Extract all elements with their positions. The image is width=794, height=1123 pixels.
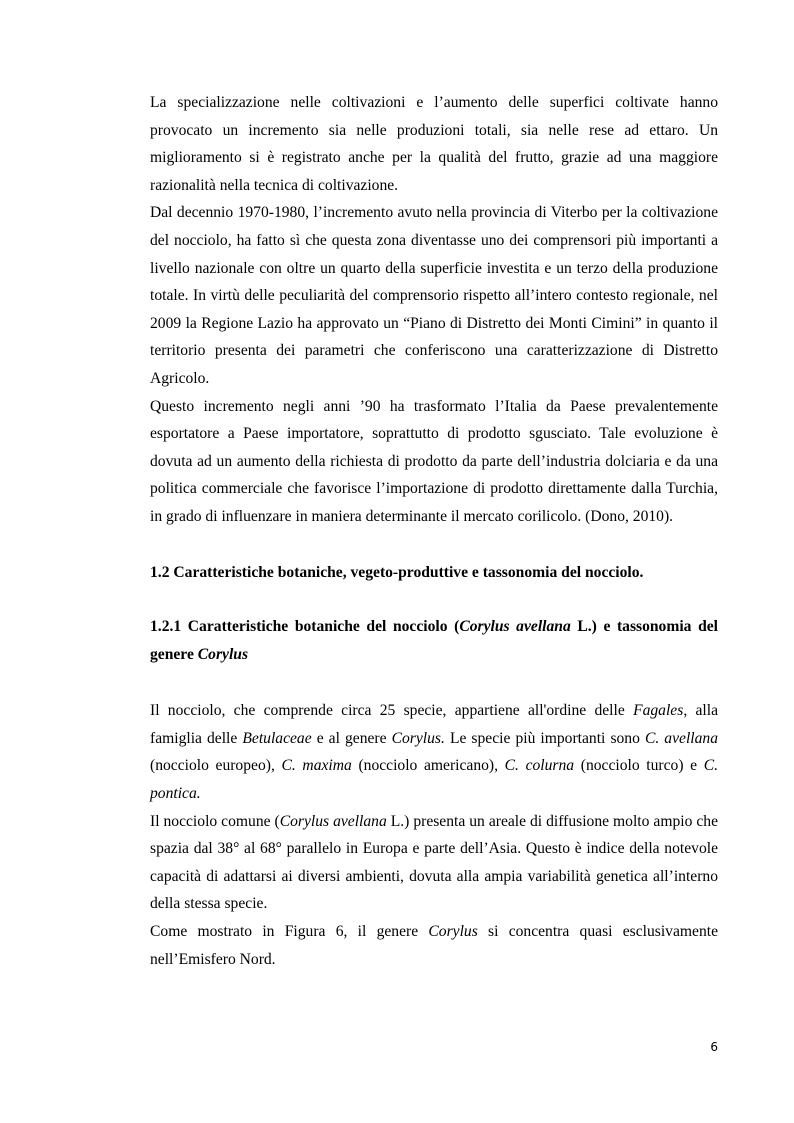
text-run: Il nocciolo, che comprende circa 25 specie, appartiene all'ordine delle xyxy=(150,702,634,720)
italic-run: Betulaceae xyxy=(242,729,312,747)
text-run: e al genere xyxy=(311,729,392,747)
text-run: Il nocciolo comune ( xyxy=(150,812,280,830)
figure-reference-paragraph xyxy=(150,918,718,973)
italic-run: C. pontica. xyxy=(150,757,719,803)
text-run: (nocciolo americano) xyxy=(351,757,495,775)
intro-paragraph-3: Questo incremento negli anni ’90 ha trasformato l’Italia da Paese prevalentemente esportatore a Paese importatore, soprattutto di prodotto sgusciato. Tale evoluzione è dovuta ad un aumento della richiesta di prodotto da parte dell’industria dolciaria e da una politica commerciale che favorisce l’importazione di prodotto direttamente dalla Turchia, in grado di influenzare in maniera determinante il mercato corilicolo. (Dono, 2010). xyxy=(150,397,718,525)
text-run: (nocciolo europeo) xyxy=(150,757,271,775)
taxonomy-paragraph xyxy=(150,697,718,807)
heading-species-name: Corylus avellana xyxy=(459,618,571,636)
text-run: si concentra quasi esclusivamente nell’Emisfero Nord. xyxy=(150,923,718,968)
text-run: Le specie più importanti sono xyxy=(444,729,645,747)
text-run: , alla famiglia delle xyxy=(150,702,718,747)
text-run: Come mostrato in Figura 6, il genere xyxy=(150,923,429,941)
italic-run: C. avellana xyxy=(644,729,718,747)
italic-run: Fagales xyxy=(633,702,684,720)
italic-run: Corylus avellana xyxy=(279,812,387,830)
heading-text-part: L.) e tassonomia del genere xyxy=(150,618,719,663)
intro-paragraph-2: Dal decennio 1970-1980, l’incremento avuto nella provincia di Viterbo per la coltivazione del nocciolo, ha fatto sì che questa zona diventasse uno dei comprensori più importanti a livello nazionale con oltre un quarto della superficie investita e un terzo della produzione totale. In virtù delle peculiarità del comprensorio rispetto all’intero contesto regionale, nel 2009 la Regione Lazio ha approvato un “Piano di Distretto dei Monti Cimini” in quanto il territorio presenta dei parametri che conferiscono una caratterizzazione di Distretto Agricolo. xyxy=(150,204,718,387)
italic-run: , C. colurna xyxy=(494,757,575,775)
intro-paragraph-1: La specializzazione nelle coltivazioni e l’aumento delle superfici coltivate hanno provocato un incremento sia nelle produzioni totali, sia nelle rese ad ettaro. Un miglioramento si è registrato anche per la qualità del frutto, grazie ad una maggiore razionalità nella tecnica di coltivazione. xyxy=(150,94,718,194)
italic-run: , C. maxima xyxy=(270,757,352,775)
heading-text-part: 1.2.1 Caratteristiche botaniche del nocciolo ( xyxy=(150,618,460,636)
section-heading-1-2-1 xyxy=(150,613,718,668)
italic-run: Corylus xyxy=(428,923,478,941)
document-page xyxy=(150,89,718,973)
text-run: L.) presenta un areale di diffusione molto ampio che spazia dal 38° al 68° parallelo in Europa e parte dell’Asia. Questo è indice della notevole capacità di adattarsi ai diversi ambienti, dovuta alla ampia variabilità genetica all’interno della stessa specie. xyxy=(150,812,718,913)
heading-genus-name: Corylus xyxy=(197,645,249,663)
text-run: (nocciolo turco) e xyxy=(574,757,704,775)
section-heading-1-2: 1.2 Caratteristiche botaniche, vegeto-produttive e tassonomia del nocciolo. xyxy=(150,563,644,581)
italic-run: Corylus. xyxy=(391,729,445,747)
page-number: 6 xyxy=(710,1040,718,1054)
distribution-paragraph xyxy=(150,808,718,918)
